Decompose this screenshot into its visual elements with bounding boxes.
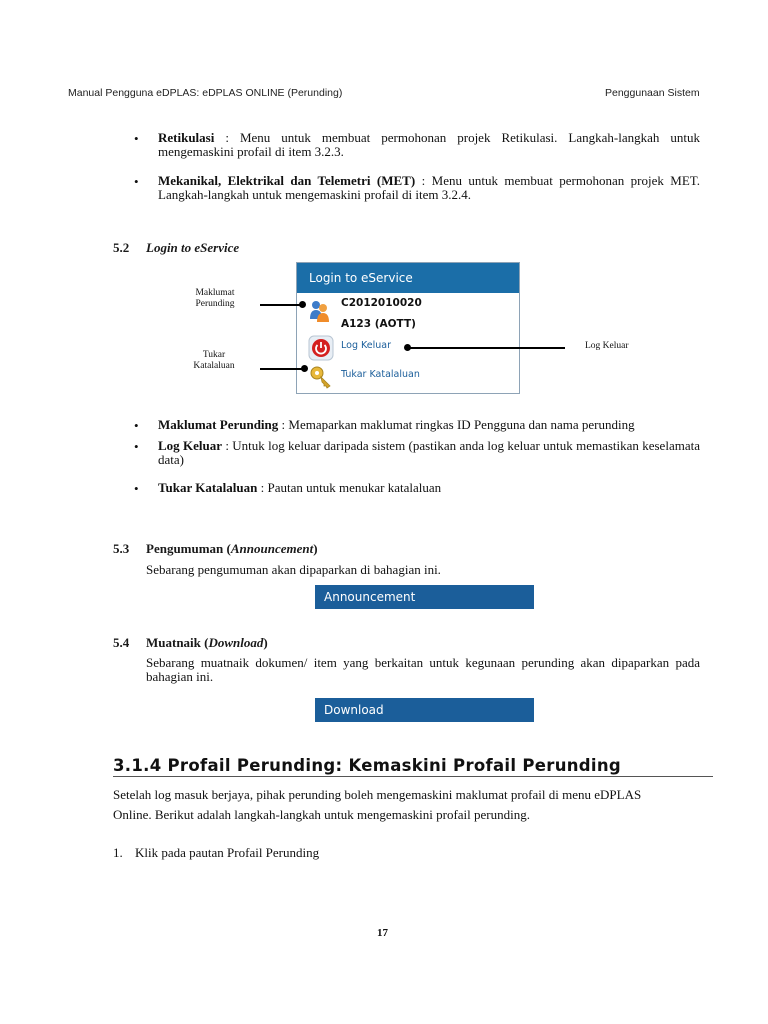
callout-connector bbox=[260, 368, 304, 370]
bullet-term: Tukar Katalaluan bbox=[158, 480, 258, 495]
page-number: 17 bbox=[377, 927, 388, 939]
change-password-link[interactable]: Tukar Katalaluan bbox=[341, 369, 420, 380]
callout-line: Katalaluan bbox=[193, 361, 235, 371]
bullet-sep: : bbox=[214, 130, 240, 145]
section-title bbox=[146, 635, 268, 651]
title-part: ) bbox=[313, 541, 318, 556]
user-id: C2012010020 bbox=[341, 297, 422, 309]
callout-line: Tukar bbox=[202, 350, 226, 360]
title-part: ) bbox=[263, 635, 268, 650]
bullet-dot: • bbox=[134, 131, 139, 146]
callout-tukar bbox=[180, 350, 248, 372]
paragraph-line: Online. Berikut adalah langkah-langkah untuk mengemaskini profail perunding. bbox=[113, 807, 530, 822]
bullet-sep: : bbox=[278, 417, 289, 432]
section-paragraph bbox=[113, 785, 641, 825]
bullet-dot: • bbox=[134, 481, 139, 496]
step-number: 1. bbox=[113, 845, 123, 860]
bullet-sep: : bbox=[222, 438, 233, 453]
bullet-text: Untuk log keluar daripada sistem (pastikan anda log keluar untuk memastikan keselamata data) bbox=[158, 438, 700, 467]
bullet-text: Menu untuk membuat permohonan projek Retikulasi. Langkah-langkah untuk mengemaskini profail di item 3.2.3. bbox=[158, 130, 700, 159]
callout-dot bbox=[301, 365, 308, 372]
download-bar: Download bbox=[315, 698, 534, 722]
bullet-dot: • bbox=[134, 418, 139, 433]
bullet-sep: : bbox=[415, 173, 432, 188]
running-header-left: Manual Pengguna eDPLAS: eDPLAS ONLINE (Perunding) bbox=[68, 87, 343, 99]
callout-line: Maklumat bbox=[195, 288, 235, 298]
bullet-dot: • bbox=[134, 439, 139, 454]
section-number: 5.2 bbox=[113, 240, 130, 255]
bullet-dot: • bbox=[134, 174, 139, 189]
running-header-right: Penggunaan Sistem bbox=[605, 87, 700, 99]
section-text: Sebarang muatnaik dokumen/ item yang berkaitan untuk kegunaan perunding akan dipaparkan pada bahagian ini. bbox=[146, 655, 700, 684]
key-icon[interactable] bbox=[309, 365, 333, 389]
section-heading: 3.1.4 Profail Perunding: Kemaskini Profail Perunding bbox=[113, 756, 713, 777]
title-italic: Announcement bbox=[230, 541, 314, 556]
login-panel bbox=[296, 262, 520, 394]
bullet-text: Menu untuk membuat permohonan projek MET. Langkah-langkah untuk mengemaskini profail di item 3.2.4. bbox=[158, 173, 700, 202]
section-title: Login to eService bbox=[146, 240, 240, 255]
paragraph-line: Setelah log masuk berjaya, pihak perunding boleh mengemaskini maklumat profail di menu eDPLAS bbox=[113, 787, 642, 802]
user-group-icon bbox=[309, 299, 331, 323]
announcement-bar: Announcement bbox=[315, 585, 534, 609]
bullet-term: Log Keluar bbox=[158, 438, 222, 453]
callout-line: Perunding bbox=[195, 299, 235, 309]
bullet-tukar bbox=[158, 481, 700, 495]
bullet-maklumat bbox=[158, 418, 700, 432]
title-part: Muatnaik ( bbox=[146, 635, 209, 650]
step-text: Klik pada pautan Profail Perunding bbox=[135, 845, 320, 860]
callout-connector bbox=[407, 347, 565, 349]
power-icon[interactable] bbox=[308, 335, 334, 361]
bullet-sep: : bbox=[257, 480, 268, 495]
callout-log-keluar: Log Keluar bbox=[585, 341, 629, 351]
title-italic: Download bbox=[208, 635, 264, 650]
section-number: 5.3 bbox=[113, 541, 130, 556]
bullet-met bbox=[158, 174, 700, 202]
section-text: Sebarang pengumuman akan dipaparkan di bahagian ini. bbox=[146, 562, 441, 577]
section-number: 5.4 bbox=[113, 635, 130, 650]
callout-connector bbox=[260, 304, 302, 306]
title-part: Pengumuman ( bbox=[146, 541, 231, 556]
login-panel-title: Login to eService bbox=[297, 263, 519, 293]
user-name: A123 (AOTT) bbox=[341, 318, 416, 330]
bullet-term: Maklumat Perunding bbox=[158, 417, 279, 432]
callout-dot bbox=[299, 301, 306, 308]
section-title bbox=[146, 541, 318, 557]
bullet-text: Memaparkan maklumat ringkas ID Pengguna dan nama perunding bbox=[288, 417, 635, 432]
bullet-term: Mekanikal, Elektrikal dan Telemetri (MET) bbox=[158, 173, 416, 188]
logout-link[interactable]: Log Keluar bbox=[341, 340, 391, 351]
bullet-log-keluar bbox=[158, 439, 700, 467]
bullet-text: Pautan untuk menukar katalaluan bbox=[267, 480, 442, 495]
bullet-term: Retikulasi bbox=[158, 130, 215, 145]
callout-maklumat bbox=[182, 288, 248, 310]
bullet-retikulasi bbox=[158, 131, 700, 159]
